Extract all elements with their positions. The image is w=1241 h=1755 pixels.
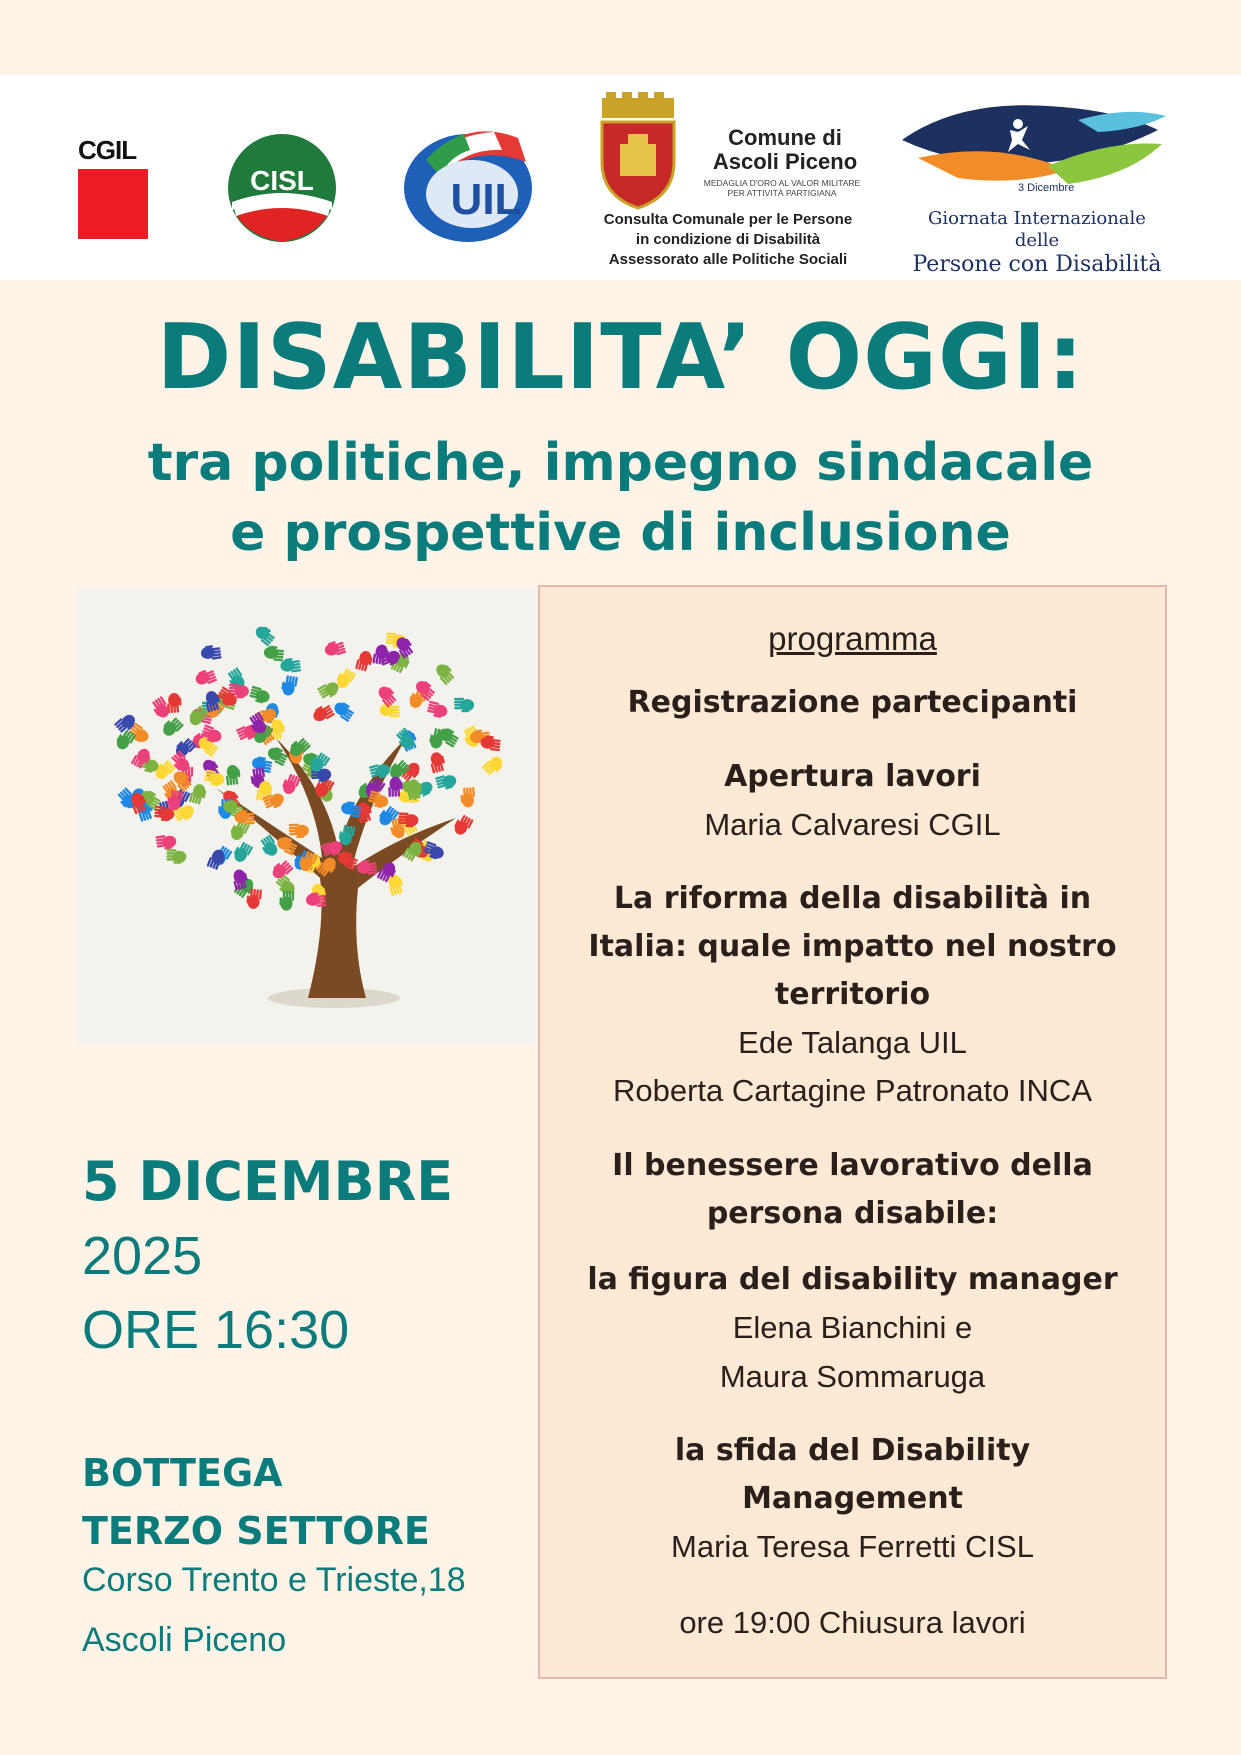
- hand-leaf: [166, 693, 182, 714]
- giornata-line-2: Persone con Disabilità: [912, 252, 1162, 277]
- program-apertura: Apertura lavori: [724, 759, 981, 794]
- cgil-red-square: [78, 169, 148, 239]
- giornata-line-1: Giornata Internazionale delle: [928, 208, 1146, 251]
- subtitle-line-2: e prospettive di inclusione: [230, 503, 1011, 563]
- hand-leaf: [280, 772, 301, 796]
- hand-leaf: [189, 783, 208, 806]
- hand-leaf: [481, 753, 505, 777]
- hand-leaf: [289, 823, 310, 838]
- comune-logo: [578, 92, 878, 272]
- program-riforma-speaker-1: Ede Talanga UIL: [738, 1025, 967, 1060]
- program-benessere-line-2: persona disabile:: [706, 1196, 999, 1231]
- hand-leaf: [280, 675, 298, 697]
- cgil-logo: [78, 137, 150, 241]
- program-apertura-speaker: Maria Calvaresi CGIL: [704, 807, 1001, 842]
- cgil-logo-text: CGIL: [78, 135, 137, 165]
- comune-consulta-line-1: Consulta Comunale per le Persone: [603, 211, 853, 228]
- uil-logo: [398, 118, 540, 246]
- giornata-logo: [898, 100, 1168, 277]
- address-line-1: Corso Trento e Trieste,18: [82, 1561, 466, 1599]
- crest-icon: [596, 92, 680, 210]
- hand-leaf: [200, 644, 222, 661]
- tree-icon: [76, 588, 536, 1044]
- uil-logo-text: UIL: [450, 175, 522, 224]
- program-riforma-speaker-2: Roberta Cartagine Patronato INCA: [612, 1073, 1093, 1108]
- page-title: DISABILITA’ OGGI:: [156, 305, 1085, 410]
- hand-leaf: [428, 751, 447, 774]
- program-sfida-speaker: Maria Teresa Ferretti CISL: [671, 1529, 1034, 1564]
- hand-leaf: [331, 699, 356, 722]
- comune-consulta-line-3: Assessorato alle Politiche Sociali: [608, 251, 848, 268]
- hand-leaf: [263, 645, 284, 661]
- giornata-date: 3 Dicembre: [1018, 182, 1075, 194]
- address-line-2: Ascoli Piceno: [82, 1621, 287, 1659]
- hand-leaf: [311, 702, 336, 725]
- comune-medal-line-1: MEDAGLIA D'ORO AL VALOR MILITARE: [703, 178, 861, 188]
- hand-leaf: [433, 661, 457, 685]
- event-address: [82, 1550, 466, 1670]
- tree-of-hands-illustration: [76, 588, 536, 1044]
- hand-leaf: [225, 764, 242, 786]
- hand-leaf: [460, 787, 476, 808]
- program-riforma-line-2: Italia: quale impatto nel nostro: [588, 929, 1117, 964]
- event-time: ORE 16:30: [82, 1300, 350, 1360]
- hand-leaf: [375, 683, 399, 707]
- program-registrazione: Registrazione partecipanti: [627, 685, 1078, 720]
- program-sfida-line-2: Management: [742, 1481, 963, 1516]
- hand-leaf: [155, 833, 177, 850]
- event-year: 2025: [82, 1226, 203, 1286]
- program-heading: programma: [768, 620, 937, 657]
- giornata-text: [906, 208, 1168, 278]
- program-riforma-line-3: territorio: [774, 977, 931, 1012]
- comune-name-line-2: Ascoli Piceno: [712, 149, 858, 174]
- venue-line-1: BOTTEGA: [82, 1451, 283, 1495]
- comune-name-line-1: Comune di: [728, 125, 842, 150]
- hand-leaf: [454, 698, 474, 713]
- hand-leaf: [203, 769, 225, 787]
- program-chiusura: ore 19:00 Chiusura lavori: [679, 1605, 1026, 1640]
- cisl-logo-text: CISL: [250, 165, 314, 196]
- program-figura-speaker-1: Elena Bianchini e: [732, 1310, 973, 1345]
- comune-name: [690, 126, 880, 174]
- hand-leaf: [435, 772, 458, 791]
- hand-leaf: [252, 623, 277, 647]
- comune-medal-line-2: PER ATTIVITÀ PARTIGIANA: [727, 188, 837, 198]
- hand-leaf: [160, 715, 184, 739]
- hand-leaf: [355, 649, 374, 672]
- hand-leaf: [248, 686, 271, 705]
- event-venue: [82, 1444, 430, 1560]
- venue-line-2: TERZO SETTORE: [82, 1509, 430, 1553]
- cisl-logo-graphic: [226, 132, 338, 244]
- comune-consulta-line-2: in condizione di Disabilità: [635, 231, 821, 248]
- event-day: 5 DICEMBRE: [82, 1150, 454, 1213]
- page-subtitle: [0, 428, 1241, 568]
- program-figura: la figura del disability manager: [587, 1262, 1118, 1297]
- hand-leaf: [452, 813, 474, 837]
- hand-leaf: [114, 728, 137, 753]
- comune-medal: [682, 178, 882, 198]
- program-riforma-line-1: La riforma della disabilità in: [613, 881, 1092, 916]
- uil-logo-graphic: [398, 118, 540, 246]
- hand-leaf: [279, 890, 294, 910]
- program-box: [538, 585, 1167, 1679]
- hand-leaf: [166, 849, 186, 864]
- program-figura-speaker-2: Maura Sommaruga: [719, 1359, 986, 1394]
- hand-leaf: [426, 701, 449, 720]
- program-benessere-line-1: Il benessere lavorativo della: [612, 1148, 1093, 1183]
- hand-leaf: [231, 840, 253, 864]
- program-sfida-line-1: la sfida del Disability: [674, 1433, 1031, 1468]
- subtitle-line-1: tra politiche, impegno sindacale: [147, 433, 1094, 493]
- comune-consulta: [578, 210, 878, 270]
- hand-leaf: [323, 639, 346, 659]
- hand-leaf: [194, 667, 218, 688]
- cisl-logo: [226, 132, 338, 244]
